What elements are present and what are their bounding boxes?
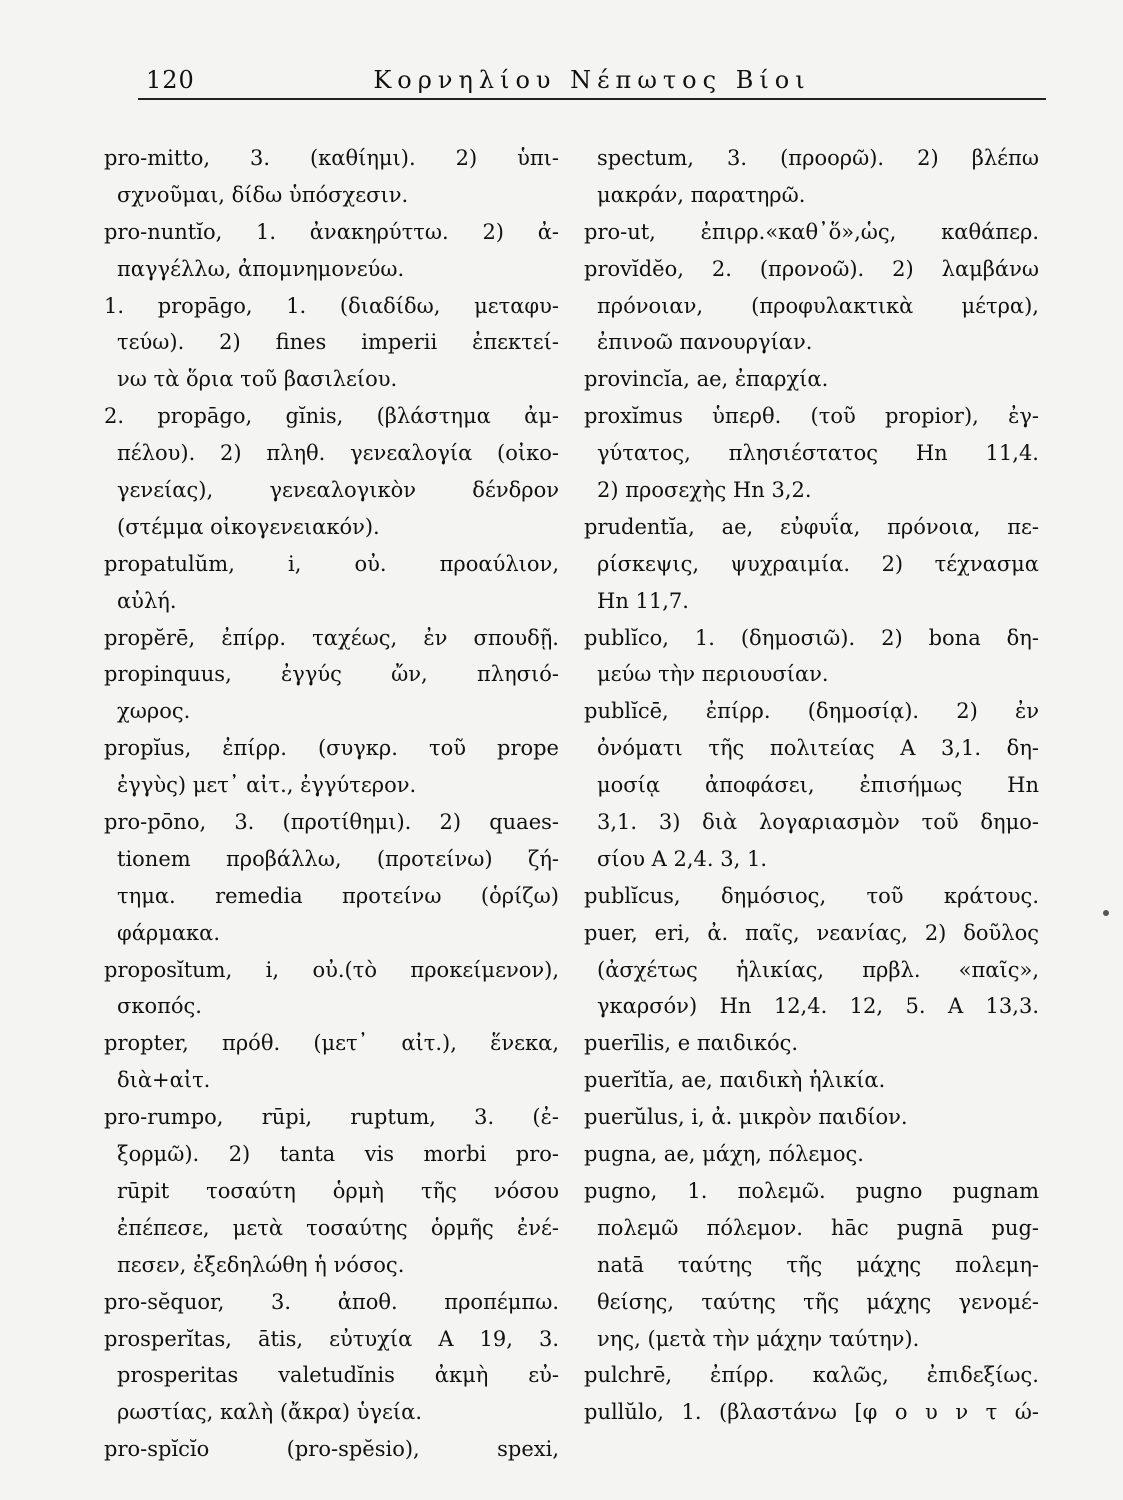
dictionary-line: tionem προβάλλω, (προτείνω) ζή- bbox=[117, 846, 559, 871]
dictionary-line: πέλου). 2) πληθ. γενεαλογία (οἰκο- bbox=[117, 441, 559, 466]
dictionary-line: ἐγγὺς) μετ᾽ αἰτ., ἐγγύτερον. bbox=[117, 773, 417, 798]
dictionary-line: pugna, ae, μάχη, πόλεμος. bbox=[584, 1142, 864, 1167]
dictionary-line: ρίσκεψις, ψυχραιμία. 2) τέχνασμα bbox=[597, 551, 1039, 576]
dictionary-line: prosperĭtas, ātis, εὐτυχία A 19, 3. bbox=[104, 1326, 559, 1351]
page-header bbox=[138, 66, 1046, 100]
dictionary-line: (στέμμα οἰκογενειακόν). bbox=[117, 514, 380, 539]
left-column bbox=[104, 140, 559, 1468]
running-title: Κορνηλίου Νέπωτος Βίοι bbox=[373, 66, 811, 94]
dictionary-line: pro-pōno, 3. (προτίθημι). 2) quaes- bbox=[104, 810, 559, 835]
dictionary-line: νω τὰ ὅρια τοῦ βασιλείου. bbox=[117, 367, 398, 392]
dictionary-line: αὐλή. bbox=[117, 588, 177, 613]
dictionary-line: διὰ+αἰτ. bbox=[117, 1068, 211, 1093]
dictionary-line: pro-rumpo, rūpi, ruptum, 3. (ἐ- bbox=[104, 1105, 559, 1130]
dictionary-line: θείσης, ταύτης τῆς μάχης γενομέ- bbox=[597, 1289, 1039, 1314]
dictionary-line: (ἀσχέτως ἡλικίας, πρβλ. «παῖς», bbox=[597, 957, 1039, 982]
dictionary-line: pro-nuntĭo, 1. ἀνακηρύττω. 2) ἀ- bbox=[104, 219, 559, 244]
dictionary-line: propĭus, ἐπίρρ. (συγκρ. τοῦ prope bbox=[104, 736, 559, 761]
dictionary-line: γενείας), γενεαλογικὸν δένδρον bbox=[117, 478, 559, 503]
dictionary-line: pugno, 1. πολεμῶ. pugno pugnam bbox=[584, 1178, 1039, 1203]
dictionary-line: γκαρσόν) Hn 12,4. 12, 5. A 13,3. bbox=[597, 994, 1039, 1019]
dictionary-line: μοσίᾳ ἀποφάσει, ἐπισήμως Hn bbox=[597, 773, 1039, 798]
dictionary-line: publĭcē, ἐπίρρ. (δημοσίᾳ). 2) ἐν bbox=[584, 699, 1039, 724]
dictionary-line: publĭcus, δημόσιος, τοῦ κράτους. bbox=[584, 883, 1039, 908]
dictionary-line: pro-spĭcĭo (pro-spĕsio), spexi, bbox=[104, 1437, 559, 1462]
dictionary-line: παγγέλλω, ἀπομνημονεύω. bbox=[117, 256, 405, 281]
dictionary-line: propinquus, ἐγγύς ὤν, πλησιό- bbox=[104, 662, 559, 687]
dictionary-line: ὀνόματι τῆς πολιτείας A 3,1. δη- bbox=[597, 736, 1039, 761]
dictionary-line: natā ταύτης τῆς μάχης πολεμη- bbox=[597, 1252, 1039, 1277]
dictionary-line: τεύω). 2) fines imperii ἐπεκτεί- bbox=[117, 330, 559, 355]
dictionary-line: μεύω τὴν περιουσίαν. bbox=[597, 662, 829, 687]
header-rule bbox=[138, 98, 1046, 100]
dictionary-line: 1. propāgo, 1. (διαδίδω, μεταφυ- bbox=[104, 293, 559, 318]
stray-mark bbox=[1103, 910, 1109, 916]
dictionary-line: puerīlis, e παιδικός. bbox=[584, 1031, 799, 1056]
dictionary-line: proxĭmus ὑπερθ. (τοῦ propior), ἐγ- bbox=[584, 404, 1039, 429]
dictionary-line: prosperitas valetudĭnis ἀκμὴ εὐ- bbox=[117, 1363, 559, 1388]
dictionary-line: τημα. remedia προτείνω (ὁρίζω) bbox=[117, 883, 559, 908]
dictionary-line: Hn 11,7. bbox=[597, 588, 689, 613]
dictionary-line: σχνοῦμαι, δίδω ὑπόσχεσιν. bbox=[117, 182, 409, 207]
dictionary-line: publĭco, 1. (δημοσιῶ). 2) bona δη- bbox=[584, 625, 1039, 650]
dictionary-line: rūpit τοσαύτη ὁρμὴ τῆς νόσου bbox=[117, 1178, 559, 1203]
dictionary-line: πεσεν, ἐξεδηλώθη ἡ νόσος. bbox=[117, 1252, 405, 1277]
dictionary-line: χωρος. bbox=[117, 699, 191, 724]
dictionary-line: ξορμῶ). 2) tanta vis morbi pro- bbox=[117, 1142, 559, 1167]
dictionary-line: propatulŭm, i, οὐ. προαύλιον, bbox=[104, 551, 559, 576]
dictionary-line: provincĭa, ae, ἐπαρχία. bbox=[584, 367, 829, 392]
page-number: 120 bbox=[146, 66, 195, 94]
dictionary-line: pulchrē, ἐπίρρ. καλῶς, ἐπιδεξίως. bbox=[584, 1363, 1039, 1388]
dictionary-line: φάρμακα. bbox=[117, 920, 221, 945]
dictionary-line: νης, (μετὰ τὴν μάχην ταύτην). bbox=[597, 1326, 920, 1351]
dictionary-line: πολεμῶ πόλεμον. hāc pugnā pug- bbox=[597, 1215, 1039, 1240]
dictionary-line: pullŭlo, 1. (βλαστάνω [φ ο υ ν τ ώ- bbox=[584, 1400, 1039, 1425]
dictionary-line: 2. propāgo, gĭnis, (βλάστημα ἀμ- bbox=[104, 404, 559, 429]
dictionary-line: propĕrē, ἐπίρρ. ταχέως, ἐν σπουδῇ. bbox=[104, 625, 559, 650]
dictionary-line: pro-sĕquor, 3. ἀποθ. προπέμπω. bbox=[104, 1289, 559, 1314]
dictionary-line: spectum, 3. (προορῶ). 2) βλέπω bbox=[597, 146, 1039, 170]
dictionary-line: πρόνοιαν, (προφυλακτικὰ μέτρα), bbox=[597, 293, 1039, 318]
dictionary-line: provĭdĕo, 2. (προνοῶ). 2) λαμβάνω bbox=[584, 256, 1039, 281]
dictionary-line: pro-mitto, 3. (καθίημι). 2) ὑπι- bbox=[104, 146, 559, 170]
dictionary-line: γύτατος, πλησιέστατος Hn 11,4. bbox=[597, 441, 1039, 466]
dictionary-line: σίου A 2,4. 3, 1. bbox=[597, 846, 767, 871]
dictionary-line: proposĭtum, i, οὐ.(τὸ προκείμενον), bbox=[104, 957, 559, 982]
dictionary-line: 3,1. 3) διὰ λογαριασμὸν τοῦ δημο- bbox=[597, 810, 1039, 835]
dictionary-line: puerĭtĭa, ae, παιδικὴ ἡλικία. bbox=[584, 1068, 886, 1093]
dictionary-line: puer, eri, ἀ. παῖς, νεανίας, 2) δοῦλος bbox=[584, 920, 1039, 945]
dictionary-line: μακράν, παρατηρῶ. bbox=[597, 182, 806, 207]
right-column bbox=[584, 140, 1039, 1431]
dictionary-line: pro-ut, ἐπιρρ.«καθ᾽ὅ»,ὡς, καθάπερ. bbox=[584, 219, 1039, 244]
dictionary-line: σκοπός. bbox=[117, 994, 202, 1019]
dictionary-line: ἐπέπεσε, μετὰ τοσαύτης ὁρμῆς ἐνέ- bbox=[117, 1215, 559, 1240]
dictionary-line: prudentĭa, ae, εὐφυΐα, πρόνοια, πε- bbox=[584, 514, 1039, 539]
dictionary-line: ἐπινοῶ πανουργίαν. bbox=[597, 330, 813, 355]
dictionary-line: 2) προσεχὴς Hn 3,2. bbox=[597, 478, 812, 503]
dictionary-line: propter, πρόθ. (μετ᾽ αἰτ.), ἕνεκα, bbox=[104, 1031, 559, 1056]
dictionary-line: puerŭlus, i, ἀ. μικρὸν παιδίον. bbox=[584, 1105, 908, 1130]
dictionary-line: ρωστίας, καλὴ (ἄκρα) ὑγεία. bbox=[117, 1400, 423, 1425]
